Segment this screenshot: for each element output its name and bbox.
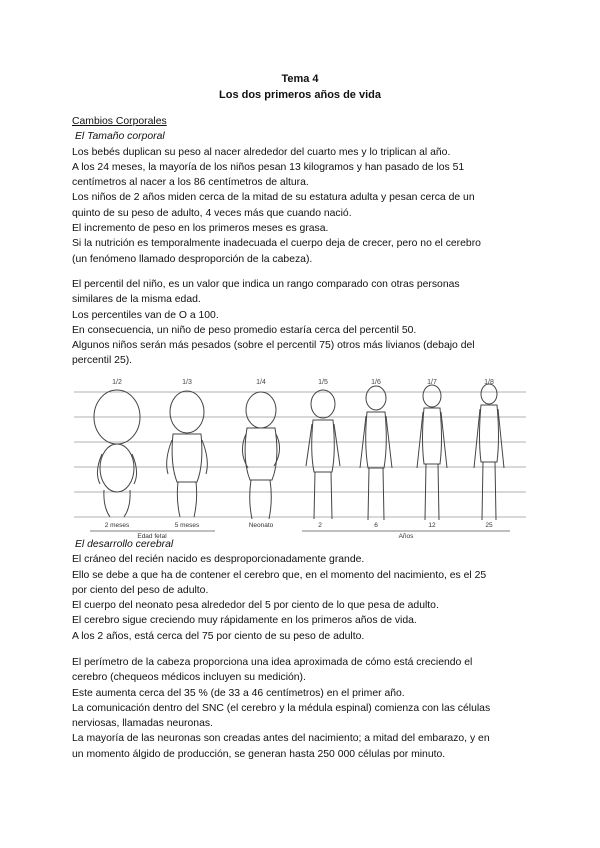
age-label: 2 meses: [104, 522, 130, 529]
paragraph-line: percentil 25).: [72, 355, 133, 367]
age-label: 5 meses: [174, 522, 200, 529]
group-label-edad-fetal: Edad fetal: [137, 533, 167, 540]
paragraph-line: El incremento de peso en los primeros meses es grasa.: [72, 223, 329, 235]
age-label: Neonato: [248, 522, 274, 529]
page-subtitle: Los dos primeros años de vida: [219, 89, 381, 101]
fetus-2-months-figure: [94, 390, 140, 517]
newborn-figure: [242, 392, 279, 519]
fraction-label: 1/8: [484, 379, 494, 386]
section-desarrollo-cerebral: [72, 537, 532, 644]
paragraph-line: por ciento del peso de adulto.: [72, 584, 209, 596]
paragraph-line: (un fenómeno llamado desproporción de la cabeza).: [72, 253, 313, 265]
fraction-label: 1/2: [112, 379, 122, 386]
section-percentil: [72, 277, 532, 369]
fraction-label: 1/6: [371, 379, 381, 386]
paragraph-line: El perímetro de la cabeza proporciona una idea aproximada de cómo está creciendo el: [72, 657, 473, 668]
paragraph-line: El percentil del niño, es un valor que indica un rango comparado con otras personas: [72, 279, 460, 290]
paragraph-line: El cerebro sigue creciendo muy rápidamente en los primeros años de vida.: [72, 615, 417, 627]
fraction-label: 1/5: [318, 379, 328, 386]
paragraph-line: similares de la misma edad.: [72, 294, 201, 306]
paragraph-line: El cráneo del recién nacido es desproporcionadamente grande.: [72, 554, 365, 566]
section-perimetro-cabeza: [72, 655, 532, 762]
age-label: 2: [318, 522, 322, 529]
age-label: 25: [485, 522, 493, 529]
paragraph-line: Algunos niños serán más pesados (sobre el percentil 75) otros más livianos (debajo del: [72, 340, 475, 352]
paragraph-line: Este aumenta cerca del 35 % (de 33 a 46 centímetros) en el primer año.: [72, 687, 405, 699]
group-label-anos: Años: [398, 533, 414, 540]
paragraph-line: Si la nutrición es temporalmente inadecuada el cuerpo deja de crecer, pero no el cerebro: [72, 238, 481, 250]
paragraph-line: Los bebés duplican su peso al nacer alrededor del cuarto mes y lo triplican al año.: [72, 146, 451, 158]
adult-25-years-figure: [474, 384, 504, 520]
subheading-tamano: El Tamaño corporal: [75, 131, 165, 143]
paragraph-line: nerviosas, llamadas neuronas.: [72, 718, 213, 730]
fraction-label: 1/7: [427, 379, 437, 386]
section-heading: Cambios Corporales: [72, 116, 167, 127]
paragraph-line: La mayoría de las neuronas son creadas antes del nacimiento; a mitad del embarazo, y en: [72, 733, 490, 745]
age-label: 12: [428, 522, 436, 529]
paragraph-line: cerebro (chequeos médicos incluyen su medición).: [72, 672, 306, 684]
child-6-years-figure: [360, 386, 392, 520]
paragraph-line: Los percentiles van de O a 100.: [72, 309, 219, 321]
paragraph-line: centímetros al nacer a los 86 centímetros de altura.: [72, 177, 309, 189]
paragraph-line: quinto de su peso de adulto, 4 veces más que cuando nació.: [72, 207, 352, 219]
fraction-label: 1/3: [182, 379, 192, 386]
paragraph-line: Los niños de 2 años miden cerca de la mitad de su estatura adulta y pesan cerca de un: [72, 192, 475, 204]
paragraph-line: En consecuencia, un niño de peso promedio estaría cerca del percentil 50.: [72, 324, 417, 336]
paragraph-line: A los 24 meses, la mayoría de los niños pesan 13 kilogramos y han pasado de los 51: [72, 161, 465, 173]
fetus-5-months-figure: [167, 391, 208, 517]
body-proportions-figure: [70, 372, 530, 540]
paragraph-line: A los 2 años, está cerca del 75 por ciento de su peso de adulto.: [72, 630, 365, 642]
grid-lines: [74, 392, 526, 517]
paragraph-line: un momento álgido de producción, se generan hasta 250 000 células por minuto.: [72, 748, 446, 760]
section-cambios-corporales: [72, 114, 532, 267]
fraction-label: 1/4: [256, 379, 266, 386]
child-2-years-figure: [306, 390, 340, 519]
paragraph-line: El cuerpo del neonato pesa alrededor del 5 por ciento de lo que pesa de adulto.: [72, 600, 439, 612]
figures: [94, 384, 504, 520]
subheading-desarrollo-cerebral: El desarrollo cerebral: [75, 539, 174, 550]
body-proportions-drawing: [70, 372, 530, 540]
page-title: Tema 4: [281, 73, 319, 85]
youth-12-years-figure: [417, 385, 447, 520]
age-label: 6: [374, 522, 378, 529]
paragraph-line: Ello se debe a que ha de contener el cerebro que, en el momento del nacimiento, es el 25: [72, 569, 487, 581]
paragraph-line: La comunicación dentro del SNC (el cerebro y la médula espinal) comienza con las células: [72, 702, 491, 714]
